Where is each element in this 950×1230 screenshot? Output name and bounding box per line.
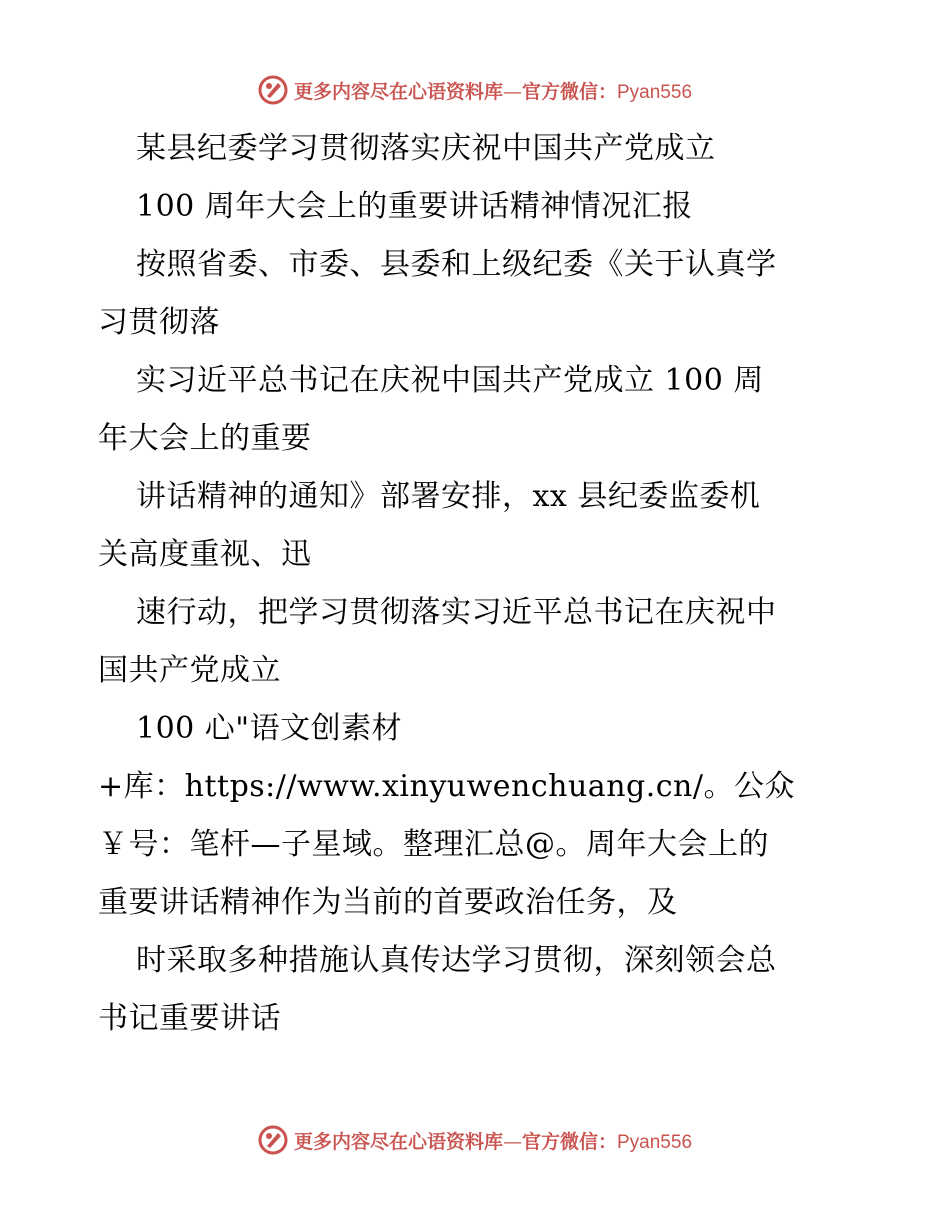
logo-icon xyxy=(258,1125,288,1155)
header-banner-dash: — xyxy=(502,80,522,103)
document-body xyxy=(98,120,878,1048)
header-banner-part1: 更多内容尽在心语资料库 xyxy=(293,80,503,103)
doc-line-7: 讲话精神的通知》部署安排，xx 县纪委监委机 xyxy=(136,479,761,514)
doc-line-2: 100 周年大会上的重要讲话精神情况汇报 xyxy=(136,189,693,224)
doc-line-14: 重要讲话精神作为当前的首要政治任务，及 xyxy=(98,885,678,920)
footer-banner-dash: — xyxy=(502,1130,522,1153)
header-banner-part2: 官方微信： xyxy=(521,80,617,103)
header-banner-text xyxy=(294,77,692,104)
doc-line-16: 书记重要讲话 xyxy=(98,1001,281,1036)
doc-line-15: 时采取多种措施认真传达学习贯彻，深刻领会总 xyxy=(136,943,777,978)
doc-line-5: 实习近平总书记在庆祝中国共产党成立 100 周 xyxy=(136,363,764,398)
header-banner-wechat: Pyan556 xyxy=(617,81,693,103)
doc-line-8: 关高度重视、迅 xyxy=(98,537,312,572)
doc-line-3: 按照省委、市委、县委和上级纪委《关于认真学 xyxy=(136,247,777,282)
header-banner xyxy=(0,70,950,110)
doc-line-1: 某县纪委学习贯彻落实庆祝中国共产党成立 xyxy=(136,131,716,166)
footer-banner-part1: 更多内容尽在心语资料库 xyxy=(293,1130,503,1153)
doc-line-4: 习贯彻落 xyxy=(98,305,220,340)
footer-banner xyxy=(0,1120,950,1160)
doc-line-6: 年大会上的重要 xyxy=(98,421,312,456)
doc-line-9: 速行动，把学习贯彻落实习近平总书记在庆祝中 xyxy=(136,595,777,630)
doc-line-12: +库：https://www.xinyuwenchuang.cn/。公众 xyxy=(98,769,795,804)
doc-line-11: 100 心"语文创素材 xyxy=(136,711,403,746)
doc-line-10: 国共产党成立 xyxy=(98,653,281,688)
doc-line-13: ￥号：笔杆—子星域。整理汇总@。周年大会上的 xyxy=(98,827,769,862)
logo-icon xyxy=(258,75,288,105)
footer-banner-part2: 官方微信： xyxy=(521,1130,617,1153)
footer-banner-text xyxy=(294,1127,692,1154)
footer-banner-wechat: Pyan556 xyxy=(617,1131,693,1153)
